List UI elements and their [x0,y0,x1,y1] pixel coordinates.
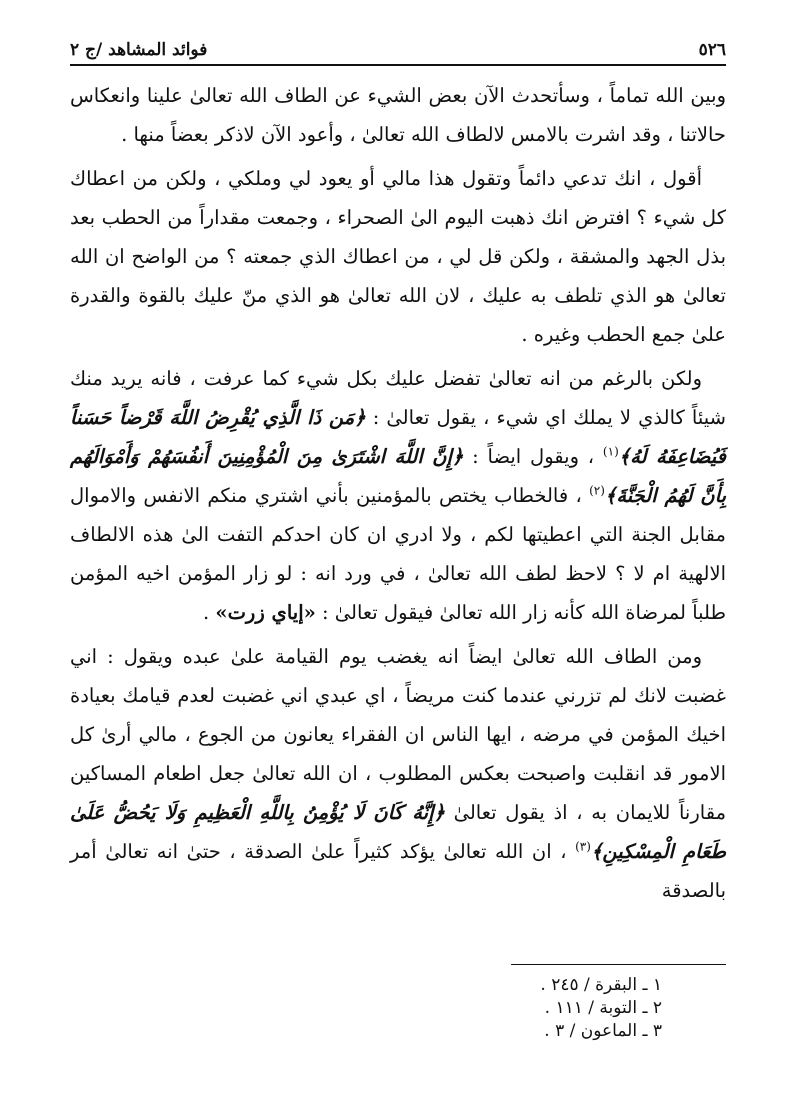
page-header [70,30,726,66]
footnote-ref-2: (٢) [589,483,605,498]
running-title: فوائد المشاهد /ج ٢ [70,40,208,60]
footnote-ref-1: (١) [602,444,619,459]
paragraph-4-text-1: ومن الطاف الله تعالىٰ ايضاً انه يغضب يوم القيامة علىٰ عبده ويقول : اني غضبت لانك لم تزرني عندما كنت مريضاً ، اي عبدي اني غضبت لعدم قيامك بعيادة اخيك المؤمن في مرضه ، ايها الناس ان الفقراء يعانون من الجوع ، مالي أرىٰ كل الامور قد انقلبت واصبحت بعكس المطلوب ، ان الله تعالىٰ جعل اطعام المساكين مقارناً للايمان به ، اذ يقول تعالىٰ [70,645,727,824]
book-page [70,30,726,1090]
paragraph-2: أقول ، انك تدعي دائماً وتقول هذا مالي أو يعود لي وملكي ، ولكن من اعطاك كل شيء ؟ افترض انك ذهبت اليوم الىٰ الصحراء ، وجمعت مقداراً من الحطب بعد بذل الجهد والمشقة ، ولكن قل لي ، من اعطاك الذي جمعته ؟ من الواضح ان الله تعالىٰ هو الذي تلطف به عليك ، لان الله تعالىٰ هو الذي منّ عليك بالقوة والقدرة علىٰ جمع الحطب وغيره . [70,167,726,346]
footnote-1: ١ ـ البقرة / ٢٤٥ . [540,975,662,995]
paragraph-3-text-1: ولكن بالرغم من انه تعالىٰ تفضل عليك بكل شيء كما عرفت ، فانه يريد منك شيئاً كالذي لا يملك اي شيء ، يقول تعالىٰ : [70,367,726,429]
paragraph-3-text-4: . [202,601,216,624]
paragraph-4 [70,637,726,910]
quran-verse-3: ﴿إِنَّهُ كَانَ لَا يُؤْمِنُ بِاللَّهِ الْعَظِيمِ وَلَا يَحُضُّ عَلَىٰ طَعَامِ الْمِسْكِينِ﴾ [70,801,727,863]
footnote-ref-3: (٣) [575,839,591,854]
paragraph-1: وبين الله تماماً ، وسأتحدث الآن بعض الشيء عن الطاف الله تعالىٰ علينا وانعكاس حالاتنا ، وقد اشرت بالامس لالطاف الله تعالىٰ ، وأعود الآن لاذكر بعضاً منها . [70,84,726,146]
footnote-2: ٢ ـ التوبة / ١١١ . [544,998,662,1018]
quran-verse-1: ﴿مَن ذَا الَّذِي يُقْرِضُ اللَّهَ قَرْضاً حَسَناً فَيُضَاعِفَهُ لَهُ﴾ [70,406,726,468]
paragraph-3 [70,359,726,632]
paragraph-3-text-2: ، ويقول ايضاً : [463,445,603,468]
page-number: ٥٢٦ [698,40,726,60]
quran-verse-2: ﴿إِنَّ اللَّهَ اشْتَرَىٰ مِنَ الْمُؤْمِنِينَ أَنفُسَهُمْ وَأَمْوَالَهُم بِأَنَّ لَهُمُ الْجَنَّةَ﴾ [70,445,727,507]
footnote-3: ٣ ـ الماعون / ٣ . [544,1021,662,1041]
paragraph-3-text-3: ، فالخطاب يختص بالمؤمنين بأني اشتري منكم الانفس والاموال مقابل الجنة التي اعطيتها لكم ، ولا ادري ان كان احدكم التفت الىٰ هذه الالطاف الالهية ام لا ؟ لاحظ لطف الله تعالىٰ ، في ورد انه : لو زار المؤمن اخيه المؤمن طلباً لمرضاة الله كأنه زار الله تعالىٰ فيقول تعالىٰ : [70,484,726,624]
footnote-divider [511,964,726,965]
hadith-quote: «إياي زرت» [215,601,316,624]
body-text [70,76,726,910]
footnotes [540,974,662,1043]
paragraph-4-text-2: ، ان الله تعالىٰ يؤكد كثيراً علىٰ الصدقة ، حتىٰ انه تعالىٰ أمر بالصدقة [70,840,726,902]
